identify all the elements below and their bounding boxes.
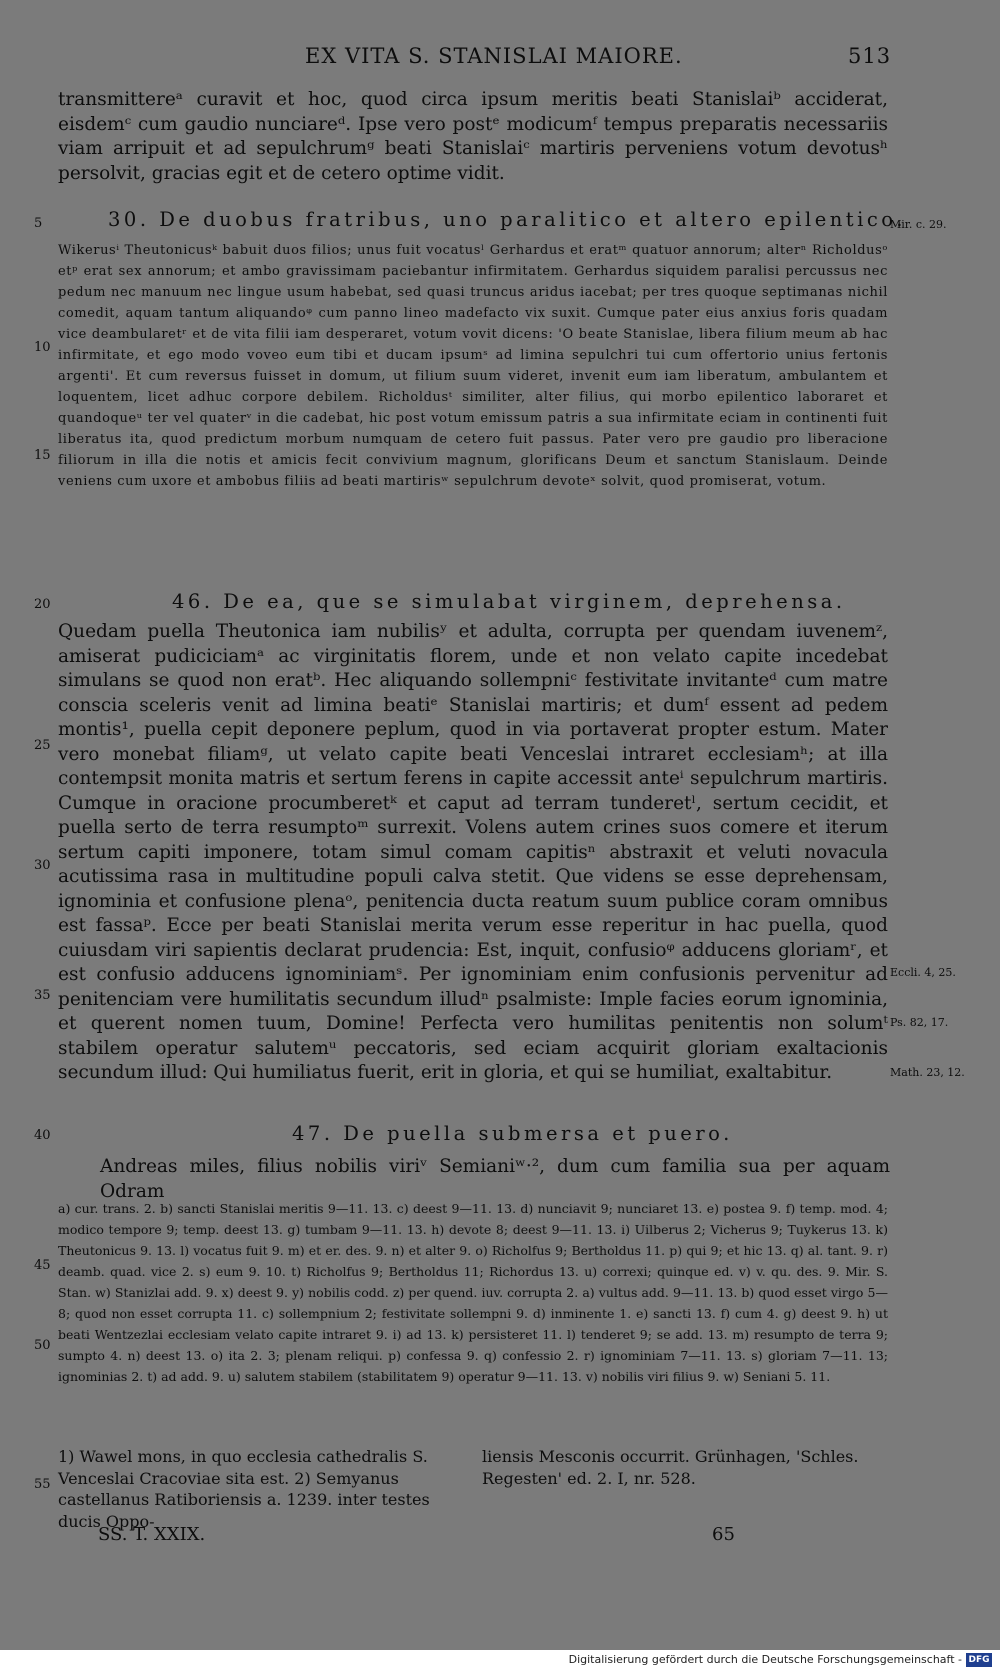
margin-note: Math. 23, 12. (890, 1066, 965, 1079)
line-number: 20 (34, 597, 51, 612)
line-number: 35 (34, 988, 51, 1003)
footer-bar (0, 1650, 1000, 1671)
paragraph-chapter-30: Wikerusⁱ Theutonicusᵏ babuit duos filios; unus fuit vocatusˡ Gerhardus et eratᵐ quatuor annorum; alterⁿ Richoldusᵒ etᵖ erat sex annorum; et ambo gravissimam paciebantur infirmitatem. Gerhardus siquidem paralisi percussus nec pedum nec manuum nec lingue usum habebat, sed quasi truncus aridus iacebat; per tres quoque septimanas nichil comedit, aquam tantum aliquandoᵠ cum panno lineo madefacto vix suxit. Cumque pater eius anxius foris quadam vice deambularetʳ et de vita filii iam desperaret, votum vovit dicens: 'O beate Stanislae, libera filium meum ab hac infirmitate, et ego modo voveo eum tibi et ducam ipsumˢ ad limina sepulchri tui cum offertorio unius fertonis argenti'. Et cum reversus fuisset in domum, ut filium suum videret, invenit eum iam liberatum, ambulantem et loquentem, licet adhuc corpore debilem. Richoldusᵗ similiter, alter filius, qui morbo epilentico laboraret et quandoqueᵘ ter vel quaterᵛ in die cadebat, hic post votum emissum patris a sua infirmitate eciam in continenti fuit liberatus ita, quod predictum morbum numquam de cetero fuit passus. Pater vero pre gaudio pro liberacione filiorum in illa die notis et amicis fecit convivium magnum, glorificans Deum et sanctum Stanislaum. Deinde veniens cum uxore et ambobus filiis ad beati martirisʷ sepulchrum devoteˣ solvit, quod promiserat, votum. (58, 243, 888, 489)
line-number: 5 (34, 216, 43, 231)
line-number: 15 (34, 448, 51, 463)
sheet-number: 65 (712, 1524, 735, 1545)
heading-chapter-47: 47. De puella submersa et puero. (292, 1122, 733, 1145)
line-number: 30 (34, 858, 51, 873)
footnote-left: 1) Wawel mons, in quo ecclesia cathedralis S. Venceslai Cracoviae sita est. 2) Semyanus castellanus Ratiboriensis a. 1239. inter testes ducis Oppo- (58, 1447, 430, 1531)
line-number: 40 (34, 1128, 51, 1143)
dfg-logo: DFG (966, 1653, 992, 1667)
margin-note: Mir. c. 29. (890, 218, 947, 231)
paragraph-chapter-47: Andreas miles, filius nobilis viriᵛ Semianiʷ·², dum cum familia sua per aquam Odram (100, 1156, 890, 1202)
page-number: 513 (848, 44, 892, 68)
paragraph-chapter-46: Quedam puella Theutonica iam nubilisʸ et adulta, corrupta per quendam iuvenemᶻ, amiserat pudiciciamᵃ ac virginitatis florem, unde et non velato capite incedebat simulans se quod non eratᵇ. Hec aliquando sollempniᶜ festivitate invitanteᵈ cum matre conscia sceleris venit ad limina beatiᵉ Stanislai martiris; et dumᶠ essent ad pedem montis¹, puella cepit deponere peplum, quod in via portaverat propter estum. Mater vero monebat filiamᵍ, ut velato capite beati Venceslai intraret ecclesiamʰ; at illa contempsit monita matris et sertum ferens in capite accessit anteⁱ sepulchrum martiris. Cumque in oracione procumberetᵏ et caput ad terram tunderetˡ, sertum cecidit, et puella serto de terra resumptoᵐ surrexit. Volens autem crines suos comere et iterum sertum capiti imponere, totam simul comam capitisⁿ abstraxit et veluti novacula acutissima rasa in multitudine populi calva stetit. Que videns se esse deprehensam, ignominia et confusione plenaᵒ, penitencia ducta reatum suum publice coram omnibus est fassaᵖ. Ecce per beati Stanislai merita verum esse reperitur in hac puella, quod cuiusdam viri sapientis declarat prudencia: Est, inquit, confusioᵠ adducens gloriamʳ, et est confusio adducens ignominiamˢ. Per ignominiam enim confusionis pervenitur ad penitenciam vere humilitatis secundum illudⁿ psalmiste: Imple facies eorum ignominia, et querent nomen tuum, Domine! Perfecta vero humilitas penitentis non solumᵗ stabilem operatur salutemᵘ peccatoris, sed eciam acquirit gloriam exaltacionis secundum illud: Qui humiliatus fuerit, erit in gloria, et qui se humiliat, exaltabitur. (58, 621, 888, 1083)
running-title: EX VITA S. STANISLAI MAIORE. (305, 44, 683, 68)
volume-signature: SS. T. XXIX. (98, 1524, 206, 1545)
margin-note: Ps. 82, 17. (890, 1016, 949, 1029)
line-number: 10 (34, 340, 51, 355)
line-number: 50 (34, 1338, 51, 1353)
line-number: 25 (34, 738, 51, 753)
heading-chapter-46: 46. De ea, que se simulabat virginem, deprehensa. (172, 590, 846, 613)
heading-chapter-30: 30. De duobus fratribus, uno paralitico et altero epilentico. (108, 208, 906, 231)
line-number: 55 (34, 1477, 51, 1492)
critical-apparatus: a) cur. trans. 2. b) sancti Stanislai meritis 9—11. 13. c) deest 9—11. 13. d) nunciavit 9; nunciaret 13. e) postea 9. f) temp. mod. 4; modico tempore 9; temp. deest 13. g) tumbam 9—11. 13. h) devote 8; deest 9—11. 13. i) Uilberus 2; Vicherus 9; Tuykerus 13. k) Theutonicus 9. 13. l) vocatus fuit 9. m) et er. des. 9. n) et alter 9. o) Richolfus 9; Bertholdus 11. p) qui 9; et hic 13. q) al. tant. 9. r) deamb. quad. vice 2. s) eum 9. 10. t) Richolfus 9; Bertholdus 11; Richordus 13. u) correxi; quinque ed. v) v. qu. des. 9. Mir. S. Stan. w) Stanizlai add. 9. x) deest 9. y) nobilis codd. z) per quend. iuv. corrupta 2. a) vultus add. 9—11. 13. b) quod esset virgo 5—8; quod non esset corrupta 11. c) sollempnium 2; festivitate sollempni 9. d) inminente 1. e) sancti 13. f) cum 4. g) deest 9. h) ut beati Wentzezlai ecclesiam velato capite intraret 9. i) ad 13. k) persisteret 11. l) tenderet 9; se add. 13. m) resumpto de terra 9; sumpto 4. n) deest 13. o) ita 2. 3; plenam reliqui. p) confessa 9. q) confessio 2. r) ignominiam 7—11. 13. s) gloriam 7—11. 13; ignominias 2. t) ad add. 9. u) salutem stabilem (stabilitatem 9) operatur 9—11. 13. v) nobilis viri filius 9. w) Seniani 5. 11. (58, 1201, 888, 1384)
margin-note: Eccli. 4, 25. (890, 966, 956, 979)
line-number: 45 (34, 1258, 51, 1273)
footnote-right: liensis Mesconis occurrit. Grünhagen, 'Schles. Regesten' ed. 2. I, nr. 528. (482, 1447, 859, 1488)
funding-note: Digitalisierung gefördert durch die Deutsche Forschungsgemeinschaft - (568, 1653, 962, 1666)
paragraph-1: transmittereᵃ curavit et hoc, quod circa ipsum meritis beati Stanislaiᵇ acciderat, eisdemᶜ cum gaudio nunciareᵈ. Ipse vero postᵉ modicumᶠ tempus preparatis necessariis viam arripuit et ad sepulchrumᵍ beati Stanislaiᶜ martiris perveniens votum devotusʰ persolvit, gracias egit et de cetero optime vidit. (58, 89, 888, 184)
